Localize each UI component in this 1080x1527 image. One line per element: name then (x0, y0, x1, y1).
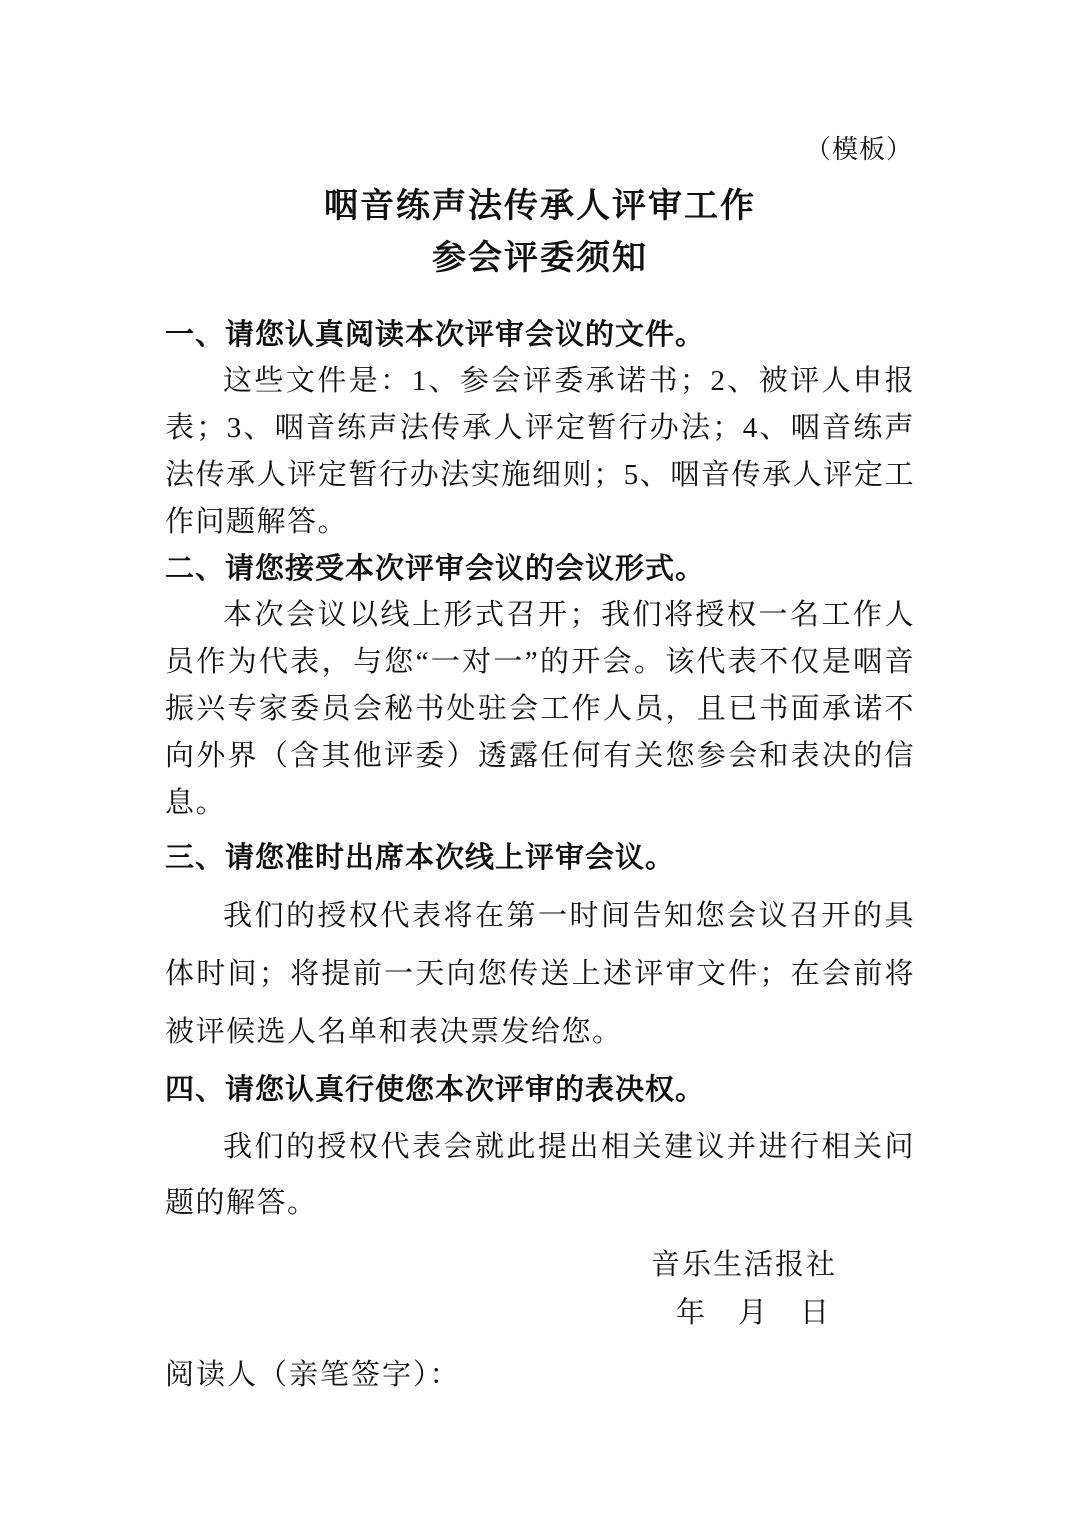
section-2-heading: 二、请您接受本次评审会议的会议形式。 (165, 553, 706, 585)
section-1-heading: 一、请您认真阅读本次评审会议的文件。 (165, 319, 706, 351)
document-title-line2: 参会评委须知 (432, 239, 648, 277)
title-block (165, 180, 915, 284)
section-3 (165, 835, 915, 1061)
signature-block (165, 1241, 915, 1337)
section-4-paragraph: 我们的授权代表会就此提出相关建议并进行相关问题的解答。 (165, 1131, 915, 1219)
section-1-paragraph: 这些文件是：1、参会评委承诺书；2、被评人申报表；3、咽音练声法传承人评定暂行办法；4、咽音练声法传承人评定暂行办法实施细则；5、咽音传承人评定工作问题解答。 (165, 365, 915, 538)
template-label: （模板） (804, 135, 913, 164)
section-3-paragraph: 我们的授权代表将在第一时间告知您会议召开的具体时间；将提前一天向您传送上述评审文件；在会前将被评候选人名单和表决票发给您。 (165, 900, 915, 1048)
section-4 (165, 1067, 915, 1231)
section-2 (165, 546, 915, 827)
section-2-paragraph: 本次会议以线上形式召开；我们将授权一名工作人员作为代表，与您“一对一”的开会。该代表不仅是咽音振兴专家委员会秘书处驻会工作人员，且已书面承诺不向外界（含其他评委）透露任何有关您参会和表决的信息。 (165, 599, 915, 819)
document-title-line1: 咽音练声法传承人评审工作 (324, 187, 756, 225)
date-line: 年 月 日 (675, 1297, 831, 1329)
section-1 (165, 312, 915, 546)
reader-signature-line: 阅读人（亲笔签字）： (165, 1359, 461, 1391)
section-3-heading: 三、请您准时出席本次线上评审会议。 (165, 842, 676, 874)
organization-name: 音乐生活报社 (650, 1249, 837, 1281)
section-4-heading: 四、请您认真行使您本次评审的表决权。 (165, 1074, 706, 1106)
